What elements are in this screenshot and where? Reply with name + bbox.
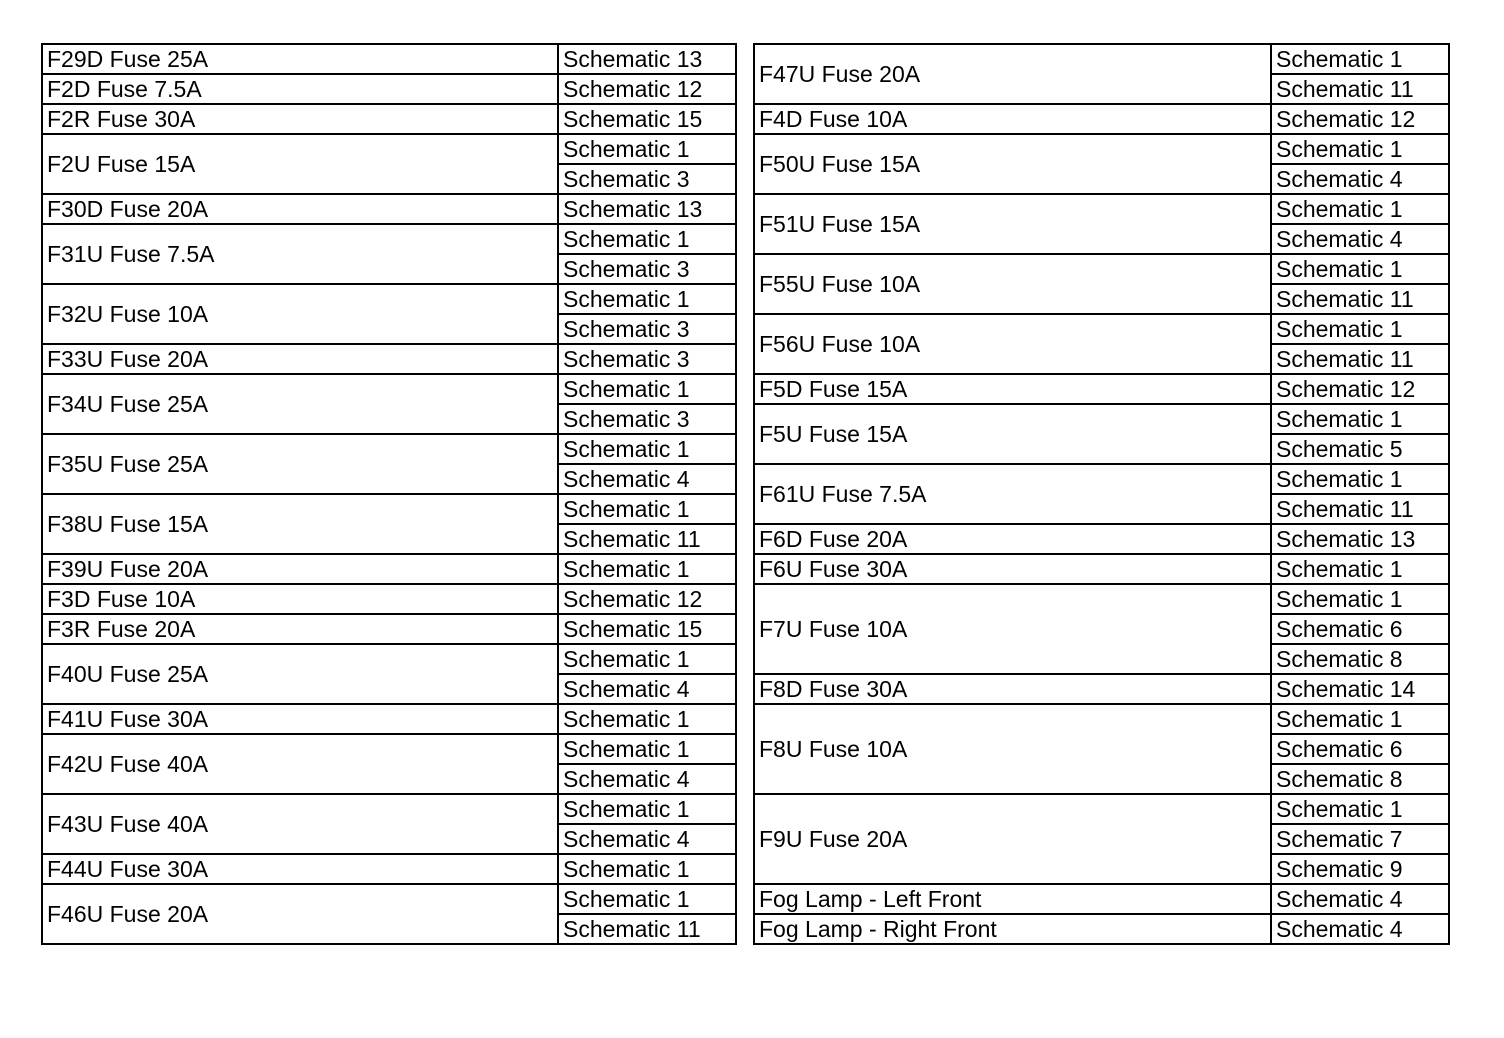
component-name-cell: F3D Fuse 10A [42, 584, 558, 614]
component-name-cell: F32U Fuse 10A [42, 284, 558, 344]
table-row [42, 374, 736, 404]
component-name-cell: F29D Fuse 25A [42, 44, 558, 74]
table-row [42, 554, 736, 584]
component-name-cell: F8U Fuse 10A [754, 704, 1271, 794]
schematic-ref-cell: Schematic 5 [1271, 434, 1449, 464]
table-row [42, 344, 736, 374]
component-name-cell: F4D Fuse 10A [754, 104, 1271, 134]
schematic-ref-cell: Schematic 1 [558, 494, 736, 524]
schematic-ref-cell: Schematic 1 [1271, 464, 1449, 494]
schematic-ref-cell: Schematic 13 [1271, 524, 1449, 554]
table-row [754, 374, 1449, 404]
component-name-cell: F7U Fuse 10A [754, 584, 1271, 674]
table-row [42, 584, 736, 614]
component-name-cell: F35U Fuse 25A [42, 434, 558, 494]
schematic-ref-cell: Schematic 15 [558, 104, 736, 134]
table-row [754, 254, 1449, 284]
component-name-cell: F61U Fuse 7.5A [754, 464, 1271, 524]
component-name-cell: F50U Fuse 15A [754, 134, 1271, 194]
component-name-cell: F33U Fuse 20A [42, 344, 558, 374]
component-name-cell: F41U Fuse 30A [42, 704, 558, 734]
schematic-ref-cell: Schematic 1 [558, 794, 736, 824]
schematic-ref-cell: Schematic 4 [558, 824, 736, 854]
schematic-ref-cell: Schematic 1 [558, 854, 736, 884]
schematic-ref-cell: Schematic 1 [558, 644, 736, 674]
table-row [42, 224, 736, 254]
component-name-cell: F34U Fuse 25A [42, 374, 558, 434]
right-index-body [754, 44, 1449, 944]
schematic-ref-cell: Schematic 14 [1271, 674, 1449, 704]
table-row [754, 794, 1449, 824]
table-row [754, 554, 1449, 584]
schematic-ref-cell: Schematic 1 [1271, 704, 1449, 734]
schematic-ref-cell: Schematic 1 [1271, 254, 1449, 284]
component-name-cell: F43U Fuse 40A [42, 794, 558, 854]
schematic-ref-cell: Schematic 4 [1271, 164, 1449, 194]
schematic-ref-cell: Schematic 11 [558, 524, 736, 554]
table-row [754, 134, 1449, 164]
schematic-ref-cell: Schematic 13 [558, 194, 736, 224]
table-row [42, 884, 736, 914]
schematic-ref-cell: Schematic 6 [1271, 614, 1449, 644]
schematic-ref-cell: Schematic 11 [1271, 284, 1449, 314]
schematic-ref-cell: Schematic 1 [1271, 554, 1449, 584]
schematic-ref-cell: Schematic 13 [558, 44, 736, 74]
schematic-ref-cell: Schematic 1 [558, 734, 736, 764]
component-name-cell: F2R Fuse 30A [42, 104, 558, 134]
component-name-cell: F30D Fuse 20A [42, 194, 558, 224]
schematic-ref-cell: Schematic 4 [558, 674, 736, 704]
component-name-cell: F2U Fuse 15A [42, 134, 558, 194]
table-row [754, 524, 1449, 554]
component-name-cell: F6U Fuse 30A [754, 554, 1271, 584]
table-row [42, 284, 736, 314]
schematic-ref-cell: Schematic 1 [558, 884, 736, 914]
schematic-ref-cell: Schematic 1 [1271, 404, 1449, 434]
schematic-ref-cell: Schematic 3 [558, 314, 736, 344]
schematic-ref-cell: Schematic 11 [1271, 494, 1449, 524]
schematic-ref-cell: Schematic 4 [558, 764, 736, 794]
schematic-ref-cell: Schematic 12 [558, 584, 736, 614]
table-row [754, 104, 1449, 134]
schematic-ref-cell: Schematic 1 [558, 374, 736, 404]
schematic-ref-cell: Schematic 1 [1271, 194, 1449, 224]
table-row [42, 74, 736, 104]
table-row [42, 434, 736, 464]
table-row [42, 734, 736, 764]
component-name-cell: F42U Fuse 40A [42, 734, 558, 794]
schematic-ref-cell: Schematic 11 [1271, 74, 1449, 104]
schematic-ref-cell: Schematic 4 [1271, 914, 1449, 944]
component-name-cell: F8D Fuse 30A [754, 674, 1271, 704]
table-row [42, 854, 736, 884]
table-row [754, 194, 1449, 224]
table-row [754, 674, 1449, 704]
component-name-cell: F3R Fuse 20A [42, 614, 558, 644]
schematic-ref-cell: Schematic 6 [1271, 734, 1449, 764]
table-row [42, 44, 736, 74]
component-name-cell: F9U Fuse 20A [754, 794, 1271, 884]
schematic-ref-cell: Schematic 3 [558, 254, 736, 284]
component-name-cell: F5D Fuse 15A [754, 374, 1271, 404]
schematic-ref-cell: Schematic 1 [558, 284, 736, 314]
schematic-ref-cell: Schematic 8 [1271, 644, 1449, 674]
table-row [42, 644, 736, 674]
schematic-ref-cell: Schematic 11 [1271, 344, 1449, 374]
component-name-cell: F38U Fuse 15A [42, 494, 558, 554]
table-row [754, 404, 1449, 434]
table-row [42, 104, 736, 134]
component-name-cell: F46U Fuse 20A [42, 884, 558, 944]
schematic-ref-cell: Schematic 1 [558, 554, 736, 584]
schematic-ref-cell: Schematic 12 [1271, 374, 1449, 404]
component-name-cell: F55U Fuse 10A [754, 254, 1271, 314]
component-name-cell: F31U Fuse 7.5A [42, 224, 558, 284]
right-index-table [753, 43, 1450, 945]
schematic-ref-cell: Schematic 15 [558, 614, 736, 644]
schematic-ref-cell: Schematic 4 [1271, 884, 1449, 914]
component-name-cell: F51U Fuse 15A [754, 194, 1271, 254]
table-row [754, 884, 1449, 914]
table-row [754, 44, 1449, 74]
schematic-ref-cell: Schematic 4 [1271, 224, 1449, 254]
table-row [754, 584, 1449, 614]
schematic-ref-cell: Schematic 3 [558, 344, 736, 374]
component-name-cell: F47U Fuse 20A [754, 44, 1271, 104]
table-row [754, 914, 1449, 944]
component-name-cell: F40U Fuse 25A [42, 644, 558, 704]
table-row [754, 704, 1449, 734]
left-index-table [41, 43, 737, 945]
schematic-ref-cell: Schematic 3 [558, 164, 736, 194]
schematic-ref-cell: Schematic 1 [558, 434, 736, 464]
schematic-ref-cell: Schematic 7 [1271, 824, 1449, 854]
schematic-ref-cell: Schematic 1 [1271, 584, 1449, 614]
table-row [42, 494, 736, 524]
schematic-ref-cell: Schematic 12 [1271, 104, 1449, 134]
schematic-ref-cell: Schematic 11 [558, 914, 736, 944]
component-name-cell: Fog Lamp - Left Front [754, 884, 1271, 914]
table-row [754, 464, 1449, 494]
schematic-ref-cell: Schematic 1 [558, 224, 736, 254]
schematic-ref-cell: Schematic 3 [558, 404, 736, 434]
table-row [42, 614, 736, 644]
schematic-ref-cell: Schematic 1 [1271, 134, 1449, 164]
table-row [42, 194, 736, 224]
schematic-ref-cell: Schematic 1 [1271, 44, 1449, 74]
table-row [42, 134, 736, 164]
schematic-ref-cell: Schematic 1 [558, 704, 736, 734]
component-name-cell: F5U Fuse 15A [754, 404, 1271, 464]
table-row [42, 794, 736, 824]
component-name-cell: F6D Fuse 20A [754, 524, 1271, 554]
schematic-ref-cell: Schematic 4 [558, 464, 736, 494]
schematic-ref-cell: Schematic 12 [558, 74, 736, 104]
component-name-cell: F44U Fuse 30A [42, 854, 558, 884]
left-index-body [42, 44, 736, 944]
schematic-ref-cell: Schematic 9 [1271, 854, 1449, 884]
schematic-ref-cell: Schematic 8 [1271, 764, 1449, 794]
schematic-ref-cell: Schematic 1 [1271, 794, 1449, 824]
component-name-cell: Fog Lamp - Right Front [754, 914, 1271, 944]
component-name-cell: F2D Fuse 7.5A [42, 74, 558, 104]
component-name-cell: F39U Fuse 20A [42, 554, 558, 584]
component-name-cell: F56U Fuse 10A [754, 314, 1271, 374]
schematic-ref-cell: Schematic 1 [558, 134, 736, 164]
schematic-ref-cell: Schematic 1 [1271, 314, 1449, 344]
table-row [42, 704, 736, 734]
table-row [754, 314, 1449, 344]
